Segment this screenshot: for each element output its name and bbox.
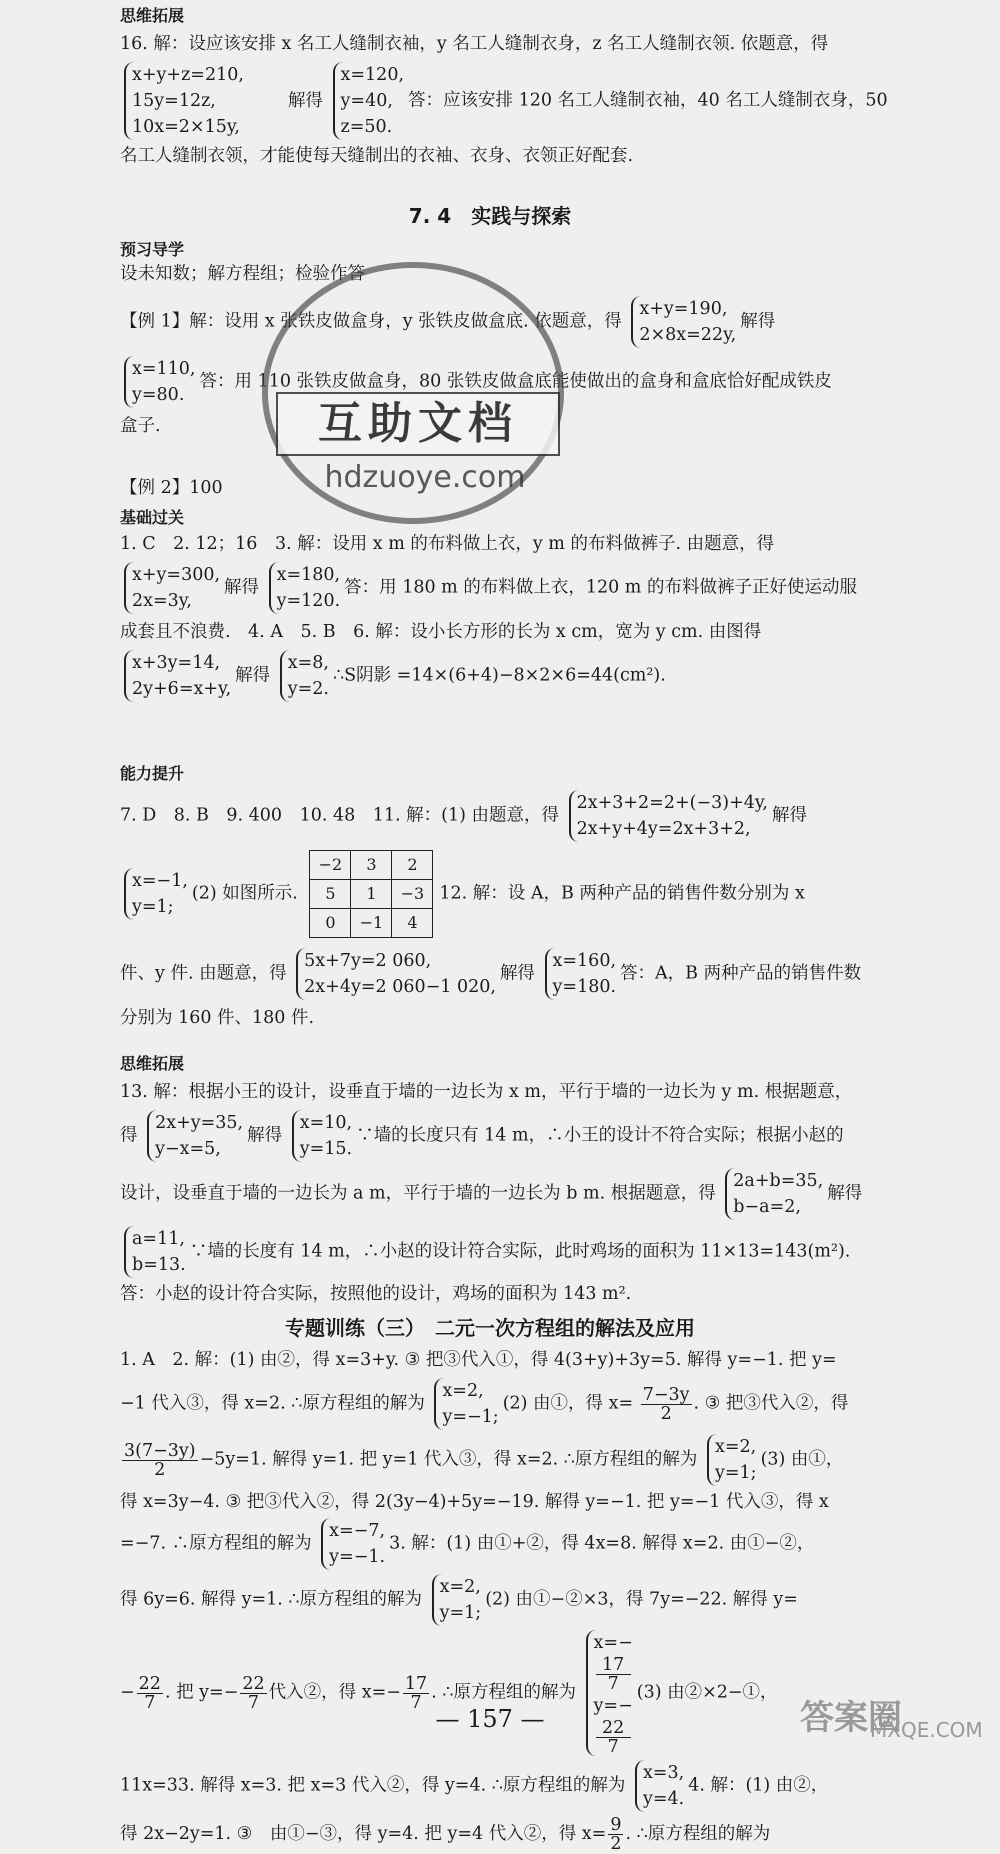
solution-system: x=180, y=120. <box>269 562 341 614</box>
solution-system: x=− 17 7 y=− 22 7 <box>586 1630 633 1756</box>
solution-system: x=120, y=40, z=50. <box>333 62 405 140</box>
page-number: — 157 — <box>435 1705 545 1733</box>
section-head: 基础过关 <box>120 508 185 527</box>
section-head: 思维拓展 <box>120 6 185 25</box>
solution-system: x=110, y=80. <box>124 356 196 408</box>
special-training: 1. A 2. 解：(1) 由②，得 x=3+y. ③ 把③代入①，得 4(3+y)+3y=5. 解得 y=−1. 把 y= −1 代入③，得 x=2. ∴原方程组的解为 x=2, y=−1; (2) 由①，得 x= $\frac{7-3y}{2}$ . ③ 把③代入②，得 $\frac{3(7-3y)}{2}$ −5y=1. 解得 y=1. 把 y=1 代入③，得 x=2. ∴原方程组的解为 x=2, y=1; (3) 由①， 得 x=3y−4. ③ 把③代入②，得 2(3y−4)+5y=−19. 解得 y=−1. 把 y=−1 代入③，得 x =−7. ∴原方程组的解为 x=−7, y=−1. 3. 解：(1) 由①+②，得 4x=8. 解得 x=2. 由①−②， 得 6y=6. 解得 y=1. ∴原方程组的解为 x=2, y=1; (2) 由①−②×3，得 7y=−22. 解得 y= − $\frac{22}{7}$ . 把 y=− $\frac{22}{7}$ 代入②，得 x=− $\frac{17}{7}$ . ∴原方程组的解为 x=− 17 7 y=− 22 7 (3) 由②×2−①， 11x=33. 解得 x=3. 把 x=3 代入②，得 y=4. ∴原方程组的解为 x=3, y=4. 4. 解：(1) 由②， 得 2x−2y=1. ③ 由①−③，得 y=4. 把 y=4 代入②，得 x= $\frac{9}{2}$ . ∴原方程组的解为 <box>120 1350 849 1854</box>
section-head: 预习导学 <box>120 240 185 259</box>
fraction: $\frac{9}{2}$ <box>610 1815 622 1854</box>
solution-system: x=2, y=1; <box>707 1434 757 1486</box>
solution-system: a=11, b=13. <box>124 1226 186 1278</box>
ability-answers: 7. D 8. B 9. 400 10. 48 11. 解：(1) 由题意，得 2x+3+2=2+(−3)+4y, 2x+y+4y=2x+3+2, 解得 x=−1, y=1; (2) 如图所示. −2 3 2 5 1 −3 0 −1 412. 解：设 A，B 两种产品的销售件数分别为 x 件、y 件. 由题意，得 5x+7y=2 060, 2x+4y=2 060−1 020, 解得 x=160, y=180. 答：A，B 两种产品的销售件数 分别为 160 件、180 件. <box>120 790 860 1030</box>
equation-system: 2x+y=35, y−x=5, <box>147 1110 243 1162</box>
solution-system: x=8, y=2. <box>280 650 329 702</box>
section-head: 思维拓展 <box>120 1054 185 1073</box>
equation-system: x+y+z=210, 15y=12z, 10x=2×15y, <box>124 62 244 140</box>
fraction: $\frac{7-3y}{2}$ <box>642 1384 690 1424</box>
problem-13: 13. 解：根据小王的设计，设垂直于墙的一边长为 x m，平行于墙的一边长为 y m. 根据题意， 得 2x+y=35, y−x=5, 解得 x=10, y=15. ∵墙的长度只有 14 m，∴小王的设计不符合实际；根据小赵的 设计，设垂直于墙的一边长为 a m，平行于墙的一边长为 b m. 根据题意，得 2a+b=35, b−a=2, 解得 a=11, b=13. ∵墙的长度有 14 m，∴小赵的设计符合实际，此时鸡场的面积为 11×13=143(m²). 答：小赵的设计符合实际，按照他的设计，鸡场的面积为 143 m². <box>120 1082 863 1304</box>
fraction: $\frac{3(7-3y)}{2}$ <box>124 1440 196 1480</box>
equation-system: x+y=300, 2x=3y, <box>124 562 220 614</box>
example-2: 【例 2】100 <box>120 478 223 498</box>
fraction: $\frac{17}{7}$ <box>404 1673 428 1713</box>
equation-system: x+3y=14, 2y+6=x+y, <box>124 650 231 702</box>
solution-system: x=−1, y=1; <box>124 868 188 920</box>
equation-system: x+y=190, 2×8x=22y, <box>631 296 736 348</box>
text-line: 名工人缝制衣领，才能使每天缝制出的衣袖、衣身、衣领正好配套. <box>120 146 634 166</box>
solution-system: x=2, y=−1; <box>434 1378 498 1430</box>
section-title: 专题训练（三） 二元一次方程组的解法及应用 <box>285 1316 695 1340</box>
solution-system: x=2, y=1; <box>432 1574 482 1626</box>
watermark-logo: 互助文档 <box>276 392 560 456</box>
magic-square-grid: −2 3 2 5 1 −3 0 −1 4 <box>309 850 433 938</box>
text-line: 设未知数；解方程组；检验作答 <box>120 264 365 284</box>
equation-system: 2a+b=35, b−a=2, <box>725 1168 823 1220</box>
problem-16: 16. 解：设应该安排 x 名工人缝制衣袖，y 名工人缝制衣身，z 名工人缝制衣领. 依题意，得 x+y+z=210, 15y=12z, 10x=2×15y, 解得 x=120, y=40, z=50. 答：应该安排 120 名工人缝制衣袖，40 名工人缝制衣身，50 名工人缝制衣领，才能使每天缝制出的衣袖、衣身、衣领正好配套. <box>120 34 888 166</box>
section-head: 能力提升 <box>120 764 185 783</box>
solution-system: x=3, y=4. <box>635 1760 684 1812</box>
equation-system: 2x+3+2=2+(−3)+4y, 2x+y+4y=2x+3+2, <box>569 790 768 842</box>
fraction: $\frac{22}{7}$ <box>138 1673 161 1713</box>
solution-system: x=−7, y=−1. <box>321 1518 385 1570</box>
basic-answers: 1. C 2. 12；16 3. 解：设用 x m 的布料做上衣，y m 的布料做裤子. 由题意，得 x+y=300, 2x=3y, 解得 x=180, y=120. 答：用 180 m 的布料做上衣，120 m 的布料做裤子正好使运动服 成套且不浪费. 4. A 5. B 6. 解：设小长方形的长为 x cm，宽为 y cm. 由图得 x+3y=14, 2y+6=x+y, 解得 x=8, y=2. ∴S阴影 =14×(6+4)−8×2×6=44(cm²). <box>120 532 860 702</box>
solution-system: x=10, y=15. <box>292 1110 352 1162</box>
section-title: 7. 4 实践与探索 <box>408 204 572 228</box>
corner-logo: 答案圈 MXQE.COM <box>800 1698 983 1742</box>
example-1: 【例 1】解：设用 x 张铁皮做盒身，y 张铁皮做盒底. 依题意，得 x+y=190, 2×8x=22y, 解得 x=110, y=80. 答：用 110 张铁皮做盒身，80 张铁皮做盒底能使做出的盒身和盒底恰好配成铁皮 盒子. <box>120 296 860 438</box>
solution-system: x=160, y=180. <box>545 948 617 1000</box>
text-line: 16. 解：设应该安排 x 名工人缝制衣袖，y 名工人缝制衣身，z 名工人缝制衣领. 依题意，得 <box>120 34 829 54</box>
watermark-url: hdzuoye.com <box>324 460 526 495</box>
fraction: $\frac{22}{7}$ <box>242 1673 265 1713</box>
equation-system: 5x+7y=2 060, 2x+4y=2 060−1 020, <box>296 948 496 1000</box>
